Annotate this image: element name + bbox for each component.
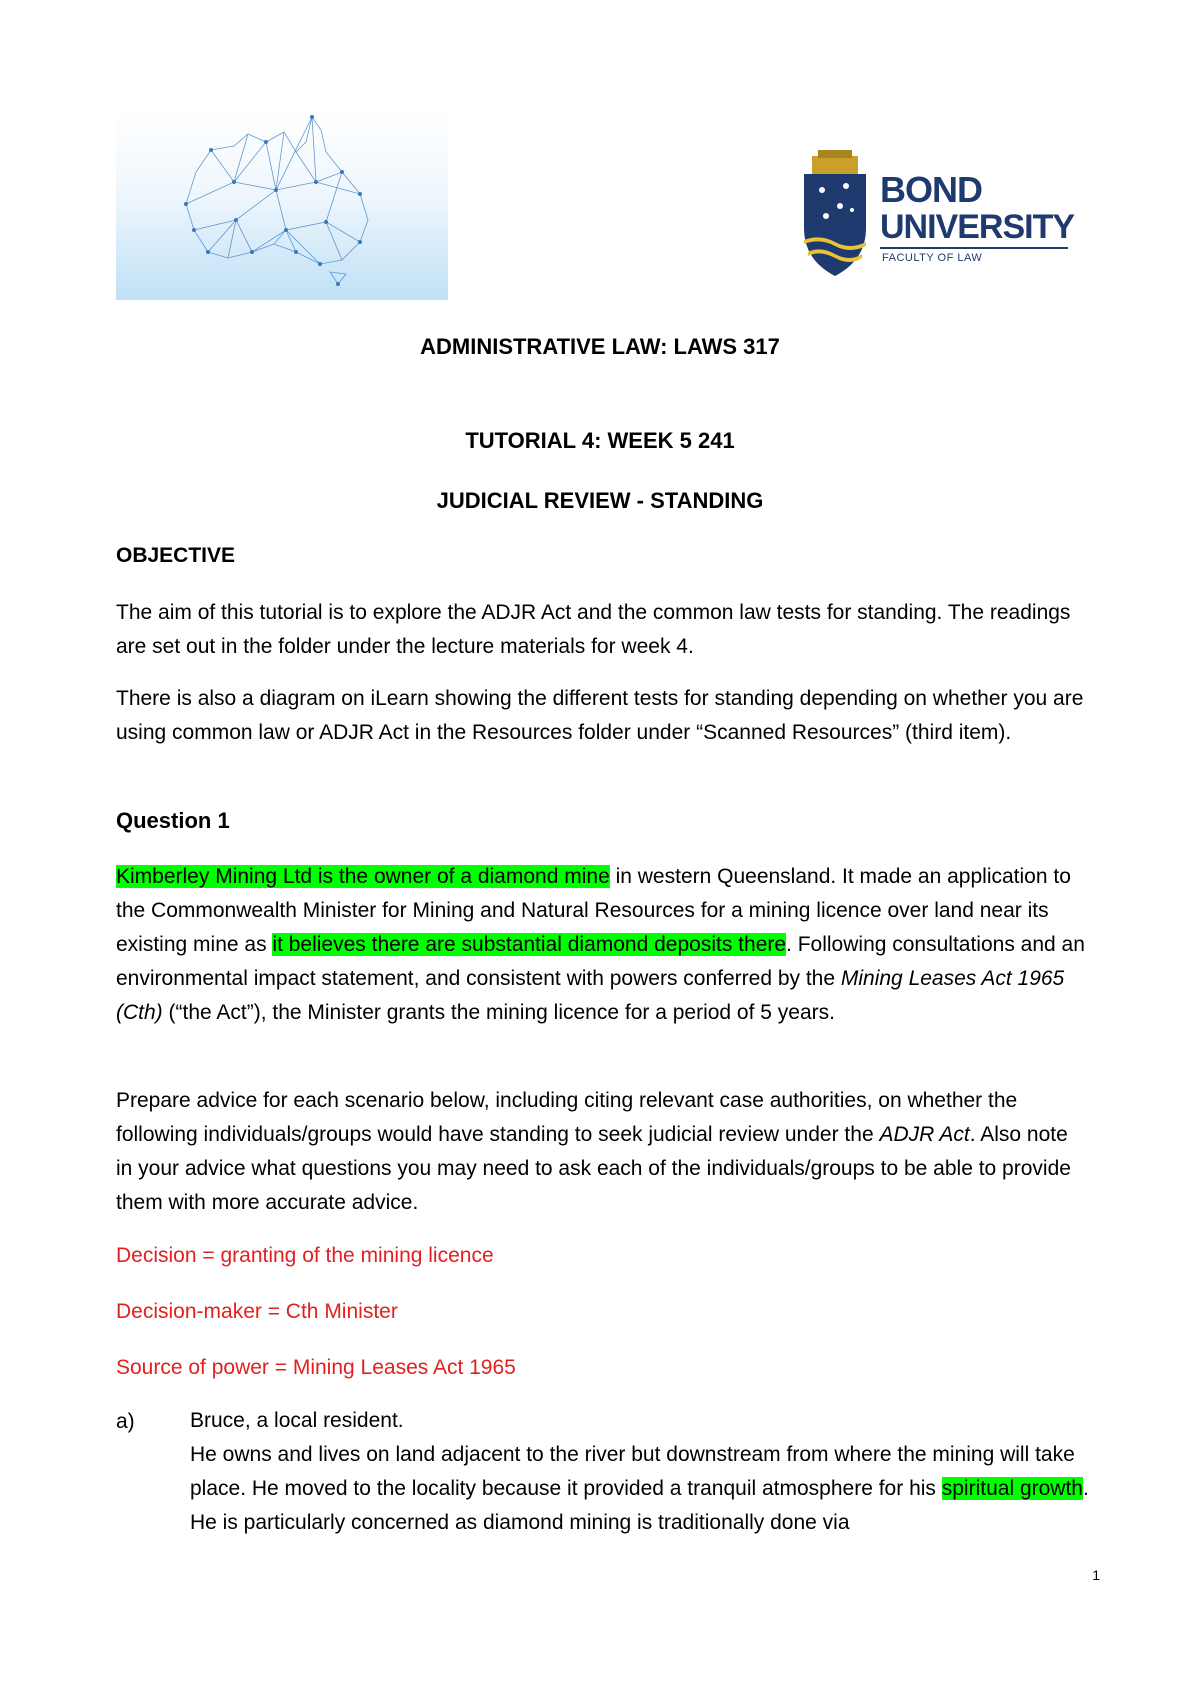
note-source-of-power: Source of power = Mining Leases Act 1965 [116,1356,516,1379]
item-a-body [190,1404,1090,1540]
text-span: He owns and lives on land adjacent to the river but downstream from where the mining will take place. He moved to the locality because it provided a tranquil atmosphere for his [190,1443,1075,1500]
note-decision-maker: Decision-maker = Cth Minister [116,1300,398,1323]
topic-title: JUDICIAL REVIEW - STANDING [436,488,764,513]
item-a-text [190,1438,1090,1540]
question-1-paragraph-2 [116,1084,1086,1220]
highlight-owner: Kimberley Mining Ltd is the owner of a diamond mine [116,865,610,888]
course-title: ADMINISTRATIVE LAW: LAWS 317 [420,334,780,359]
question-1-paragraph-1 [116,860,1086,1030]
adjr-act-italic: ADJR Act [879,1123,970,1146]
text-span: Prepare advice for each scenario below, including citing relevant case authorities, on whether the following individuals/groups would have standing to seek judicial review under the [116,1089,1018,1146]
page-number: 1 [1092,1567,1100,1583]
text-span: . Following consultations and an environmental impact statement, and consistent with powers conferred by the [116,933,1085,990]
objective-paragraph-1: The aim of this tutorial is to explore the ADJR Act and the common law tests for standing. The readings are set out in the folder under the lecture materials for week 4. [116,601,1071,658]
text-span: . Also note in your advice what questions you may need to ask each of the individuals/groups to be able to provide them with more accurate advice. [116,1123,1071,1214]
highlight-deposits: it believes there are substantial diamond deposits there [272,933,787,956]
text-span: . He is particularly concerned as diamond mining is traditionally done via [190,1477,1089,1534]
item-a-label: a) [116,1410,135,1433]
text-span: in western Queensland. It made an application to the Commonwealth Minister for Mining and Natural Resources for a mining licence over land near its existing mine as [116,865,1071,956]
logo-university-text: UNIVERSITY [880,208,1075,246]
highlight-spiritual-growth: spiritual growth [941,1477,1083,1500]
australia-network-map-icon [116,112,448,300]
bond-crest-icon [800,150,870,280]
item-a-title: Bruce, a local resident. [190,1409,404,1432]
logo-faculty-text: FACULTY OF LAW [882,252,983,264]
tutorial-title: TUTORIAL 4: WEEK 5 241 [465,428,735,453]
note-decision: Decision = granting of the mining licence [116,1244,494,1267]
question-1-heading: Question 1 [116,808,230,833]
objective-heading: OBJECTIVE [116,544,236,567]
logo-divider [880,247,1068,249]
bond-university-logo [800,150,1075,280]
objective-paragraph-2: There is also a diagram on iLearn showing the different tests for standing depending on whether you are using common law or ADJR Act in the Resources folder under “Scanned Resources” (third item). [116,687,1084,744]
text-span: (“the Act”), the Minister grants the mining licence for a period of 5 years. [162,1001,835,1024]
logo-bond-text: BOND [880,169,982,210]
act-name-italic: Mining Leases Act 1965 (Cth) [116,967,1065,1024]
